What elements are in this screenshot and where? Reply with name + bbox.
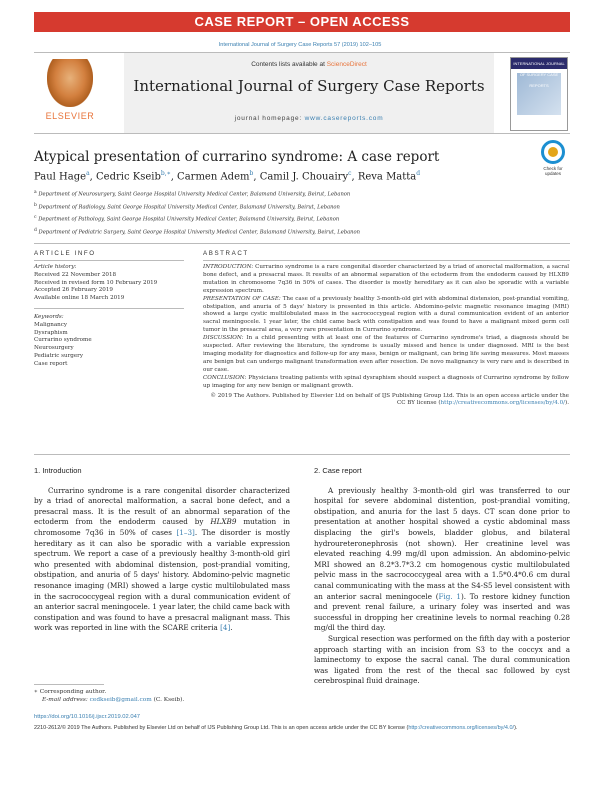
abstract-text: Physicians treating patients with spinal dysraphism should suspect a diagnosis of Currarino syndrome by follow up imaging for any new benign or malignant growth. — [203, 374, 569, 389]
abstract-label: CONCLUSION: — [203, 374, 247, 381]
affiliation-sup: d — [34, 227, 37, 233]
article-info — [34, 264, 184, 369]
introduction-section — [34, 466, 290, 634]
check-updates-icon — [541, 140, 565, 164]
publisher-name: ELSEVIER — [45, 111, 95, 121]
keyword: Case report — [34, 360, 68, 367]
author-sup[interactable]: b,∗ — [160, 170, 171, 177]
copyright-link[interactable]: http://creativecommons.org/licenses/by/4.0/ — [408, 725, 515, 731]
abstract-heading: ABSTRACT — [203, 250, 249, 257]
author-sup[interactable]: b — [249, 170, 254, 177]
text-run: mutation in chromosome 7q36 in 50% of cases — [34, 517, 290, 537]
gene-name: HLXB9 — [210, 517, 237, 527]
abstract-text: Currarino syndrome is a rare congenital disorder characterized by a triad of anorectal malformation, a sacral bone defect, and a presacral mass. It results of an abnormal separation of the ectoderm from the endoderm caused by HLXB9 mutation in chromosome 7q36 in 50% of cases. The disorder is mostly hereditary as it can also be sporadic with a variable expression spectrum. — [203, 264, 569, 294]
footnote — [34, 688, 294, 704]
author-list: Paul Hage$^a$, Cedric Kseib$^{b,∗}$, Carmen Adem$^b$, Camil J. Chouairy$^c$, Reva Matta$^d$ — [34, 170, 421, 183]
banner: CASE REPORT – OPEN ACCESS — [34, 12, 570, 32]
masthead — [34, 52, 570, 134]
divider — [34, 308, 184, 309]
affiliation-text: Department of Radiology, Saint George Hospital University Medical Center, Balamand University, Beirut, Lebanon — [38, 204, 340, 211]
divider — [34, 243, 570, 244]
abstract-introduction — [203, 264, 569, 296]
author-sup[interactable]: d — [416, 170, 421, 177]
affiliation — [34, 226, 564, 239]
abstract-label: DISCUSSION: — [203, 335, 244, 342]
history-item: Received in revised form 10 February 2019 — [34, 279, 158, 286]
license-suffix: ). — [565, 400, 569, 407]
contents-line — [124, 61, 494, 68]
keyword: Currarino syndrome — [34, 337, 92, 344]
homepage-link[interactable]: www.casereports.com — [304, 115, 384, 122]
email-line — [34, 696, 294, 704]
paragraph: Surgical resection was performed on the fifth day with a posterior approach starting with an incision from S3 to the coccyx and a laminectomy to expose the sacral canal. The dural communication was ligated from the rest of the thecal sac followed by cyst cerebrospinal fluid drainage. — [314, 633, 570, 686]
footnote-divider — [34, 684, 104, 685]
author-name[interactable]: Reva Matta — [357, 171, 417, 183]
elsevier-tree-icon — [47, 59, 93, 107]
sciencedirect-link[interactable]: ScienceDirect — [326, 61, 367, 68]
keywords-label: Keywords: — [34, 313, 64, 320]
corresponding-author: ∗ Corresponding author. — [34, 689, 107, 695]
article-info-heading: ARTICLE INFO — [34, 250, 96, 257]
affiliations — [34, 188, 564, 238]
author-name[interactable]: Camil J. Chouairy — [259, 171, 349, 183]
reference-link[interactable]: [1–3] — [176, 527, 195, 537]
article-title: Atypical presentation of currarino syndrome: A case report — [34, 149, 440, 165]
journal-title: International Journal of Surgery Case Reports — [133, 77, 485, 95]
abstract-conclusion — [203, 375, 569, 391]
journal-cover-thumbnail[interactable] — [510, 57, 568, 131]
section-heading: 2. Case report — [314, 466, 362, 475]
history-label: Article history: — [34, 264, 77, 270]
check-updates-label: Check for updates — [543, 166, 563, 176]
history-item: Available online 18 March 2019 — [34, 295, 125, 302]
check-for-updates-button[interactable] — [538, 140, 568, 176]
author-sup[interactable]: a — [86, 170, 90, 177]
abstract-body — [203, 264, 569, 408]
abstract-text: The case of a previously healthy 3-month-old girl with abdominal distension, post-prandial vomiting, obstipation, and anuria of 5 days' history is presented in this article. Abdomino-pelvic magnetic resonance imaging (MRI) showed a large cystic multilobulated mass in the sacrococcygeal region with a dural communication evident of an anterior sacral meningocele. 1 year later, the child came back with constipation and was found to have a malignant mixed germ cell tumor in the presacral area, a very rare presentation in Currarino syndrome. — [203, 295, 569, 334]
abstract-text: In a child presenting with at least one of the features of Currarino syndrome's triad, a diagnosis should be suspected. After reviewing the literature, the syndrome is usually missed and hence is under diagnosed. MRI is the best imaging modality for diagnostics and follow-up for any mass, benign or malignant, can bring life saving measures. Most masses are benign but can undergo malignant transformation even after resection. De novo malignancy is very rare and is described in our case. — [203, 335, 569, 373]
reference-link[interactable]: [4] — [220, 623, 231, 633]
affiliation — [34, 201, 564, 214]
license-text: © 2019 The Authors. Published by Elsevier Ltd on behalf of IJS Publishing Group Ltd. This is an open access article under the CC BY license ( — [210, 392, 569, 407]
abstract-case — [203, 296, 569, 336]
affiliation-text: Department of Neurosurgery, Saint George Hospital University Medical Center, Balamand University, Beirut, Lebanon — [38, 191, 351, 198]
author-name[interactable]: Cedric Kseib — [96, 171, 161, 183]
text-run: ). To restore kidney function and prevent renal failure, a urinary foley was inserted and was successful in dropping her creatinine levels to normal reaching 0.28 mg/dl the third day. — [314, 591, 570, 633]
abstract-discussion — [203, 335, 569, 375]
abstract-label: PRESENTATION OF CASE: — [203, 295, 281, 302]
doi-link[interactable]: https://doi.org/10.1016/j.ijscr.2019.02.047 — [34, 714, 141, 720]
keyword: Malignancy — [34, 321, 68, 328]
history-item: Accepted 26 February 2019 — [34, 287, 113, 294]
email-suffix: (C. Kseib). — [151, 697, 185, 703]
paragraph — [34, 486, 290, 634]
author-name[interactable]: Paul Hage — [34, 171, 87, 183]
affiliation-text: Department of Pathology, Saint George Hospital University Medical Center, Balamand University, Beirut, Lebanon — [38, 216, 340, 223]
paragraph — [314, 486, 570, 634]
abstract-license — [203, 393, 569, 409]
section-heading: 1. Introduction — [34, 466, 82, 475]
affiliation — [34, 213, 564, 226]
author-sup[interactable]: c — [348, 170, 352, 177]
keyword: Neurosurgery — [34, 345, 74, 352]
masthead-center — [124, 53, 494, 133]
copyright — [34, 724, 570, 732]
figure-link[interactable]: Fig. 1 — [438, 591, 461, 601]
homepage-line — [124, 115, 494, 122]
abstract-label: INTRODUCTION: — [203, 264, 254, 270]
text-run: Currarino syndrome is a rare congenital disorder characterized by a triad of anorectal malformation, a sacral bone defect, and a presacral mass. It is the result of an abnormal separation of the ectoderm from the endoderm caused by — [34, 485, 290, 527]
divider — [34, 260, 184, 261]
keyword: Dysraphism — [34, 329, 68, 336]
email-link[interactable]: cedkseib@gmail.com — [89, 697, 152, 703]
affiliation-sup: a — [34, 190, 37, 195]
keyword: Pediatric surgery — [34, 352, 84, 359]
contents-prefix: Contents lists available at — [251, 61, 327, 68]
history-item: Received 22 November 2018 — [34, 271, 117, 278]
case-report-section — [314, 466, 570, 687]
copyright-suffix: ). — [514, 725, 518, 731]
homepage-prefix: journal homepage: — [234, 115, 305, 122]
affiliation-text: Department of Pediatric Surgery, Saint George Hospital University Medical Center, Balamand University, Beirut, Lebanon — [38, 229, 360, 236]
elsevier-logo[interactable] — [40, 59, 100, 127]
author-name[interactable]: Carmen Adem — [177, 171, 250, 183]
copyright-text: 2210-2612/© 2019 The Authors. Published by Elsevier Ltd on behalf of IJS Publishing Group Ltd. This is an open access article under the CC BY license ( — [34, 725, 409, 731]
text-run: . The disorder is mostly hereditary as it can also be sporadic with a variable expression spectrum. We report a case of a previously healthy 3-month-old girl who presented with abdominal distension, post-prandial vomiting, obstipation, and anuria of 5 days' history. Abdomino-pelvic magnetic resonance imaging (MRI) showed a large cystic multilobulated mass in the sacrococcygeal region with a dural communication evident of an anterior sacral meningocele. 1 year later, the child came back with constipation and was found to have a presacral malignant mass. This work was reported in line with the SCARE criteria — [34, 527, 290, 633]
text-run: A previously healthy 3-month-old girl was transferred to our hospital for severe abdominal distention, post-prandial vomiting, obstipation, and anuria for the last 5 days. CT scan done prior to presentation at another hospital showed a cystic abdominal mass displacing the girl's bowels, bladder globus, and bilateral hydroureteronephrosis (not shown). Her creatinine level was elevated reaching 4.99 mg/dl upon admission. An abdomino-pelvic MRI showed an 8.2*3.7*3.2 cm homogenous cystic multilobulated pelvic mass in the sacrococcygeal area with a 1.5*0.4*0.6 cm dural canal communicating with the mass at the S4-S5 level consistent with an anterior sacral meningocele ( — [314, 485, 570, 601]
text-run: . — [230, 623, 233, 633]
affiliation-sup: b — [34, 202, 37, 208]
divider — [203, 260, 570, 261]
divider — [34, 454, 570, 455]
citation-link[interactable]: International Journal of Surgery Case Reports 57 (2019) 102–105 — [218, 42, 382, 48]
affiliation — [34, 188, 564, 201]
email-label: E-mail address: — [42, 697, 90, 703]
cover-title: INTERNATIONAL JOURNAL OF SURGERY CASE REPORTS — [511, 58, 567, 69]
affiliation-sup: c — [34, 215, 37, 221]
license-link[interactable]: http://creativecommons.org/licenses/by/4.0/ — [440, 400, 566, 407]
